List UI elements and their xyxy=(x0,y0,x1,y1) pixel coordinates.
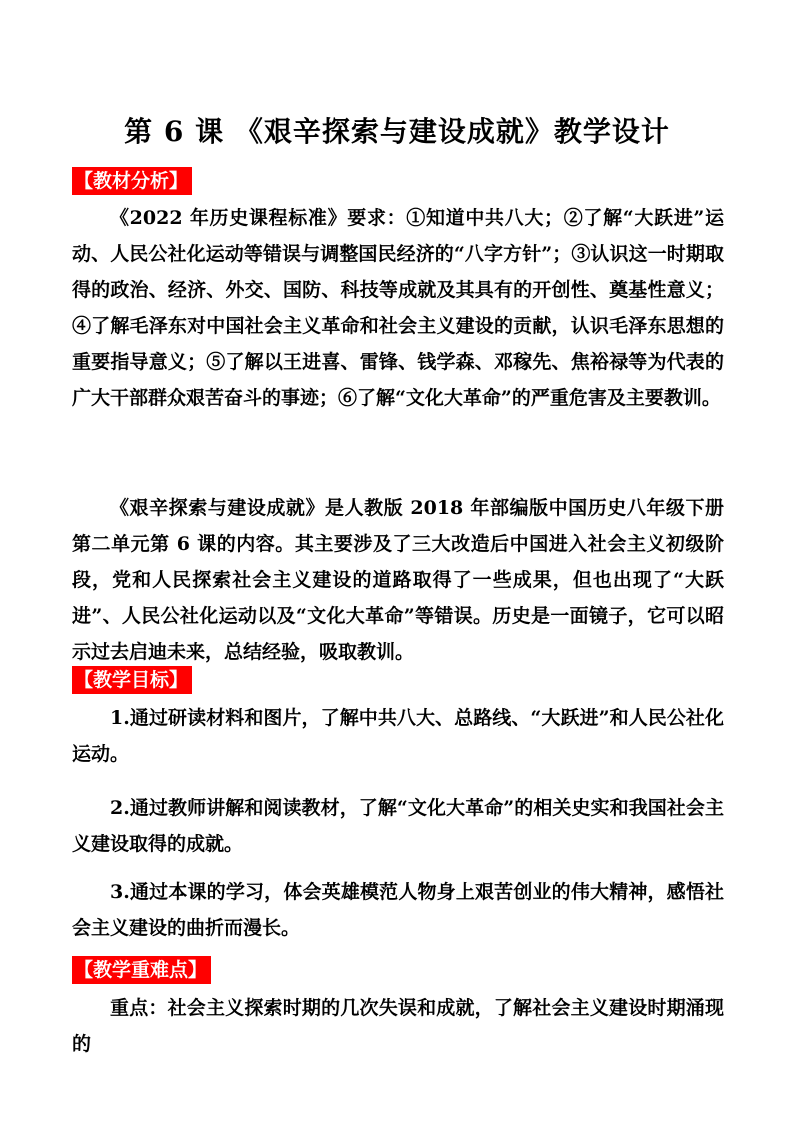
section-label-key-difficult-points: 【教学重难点】 xyxy=(72,956,211,984)
paragraph-curriculum-standard: 《2022 年历史课程标准》要求：①知道中共八大；②了解“大跃进”运动、人民公社化运动等错误与调整国民经济的“八字方针”；③认识这一时期取得的政治、经济、外交、国防、科技等成就及其具有的开创性、奠基性意义；④了解毛泽东对中国社会主义革命和社会主义建设的贡献，认识毛泽东思想的重要指导意义；⑤了解以王进喜、雷锋、钱学森、邓稼先、焦裕禄等为代表的广大干部群众艰苦奋斗的事迹；⑥了解“文化大革命”的严重危害及主要教训。 xyxy=(72,207,724,409)
section-label-teaching-objectives: 【教学目标】 xyxy=(72,666,192,694)
key-points-paragraph: 重点：社会主义探索时期的几次失误和成就，了解社会主义建设时期涌现的 xyxy=(72,997,724,1055)
objective-item-3: 3.通过本课的学习，体会英雄模范人物身上艰苦创业的伟大精神，感悟社会主义建设的曲折而漫长。 xyxy=(72,881,724,939)
section-label-textbook-analysis: 【教材分析】 xyxy=(72,167,192,195)
document-title: 第 6 课 《艰辛探索与建设成就》教学设计 xyxy=(124,115,670,148)
objective-item-1: 1.通过研读材料和图片，了解中共八大、总路线、“大跃进”和人民公社化运动。 xyxy=(72,707,724,765)
paragraph-lesson-overview: 《艰辛探索与建设成就》是人教版 2018 年部编版中国历史八年级下册第二单元第 6 课的内容。其主要涉及了三大改造后中国进入社会主义初级阶段，党和人民探索社会主义建设的道路取得了一些成果，但也出现了“大跃进”、人民公社化运动以及“文化大革命”等错误。历史是一面镜子，它可以昭示过去启迪未来，总结经验，吸取教训。 xyxy=(72,497,724,663)
objective-item-2: 2.通过教师讲解和阅读教材，了解“文化大革命”的相关史实和我国社会主义建设取得的成就。 xyxy=(72,797,724,855)
